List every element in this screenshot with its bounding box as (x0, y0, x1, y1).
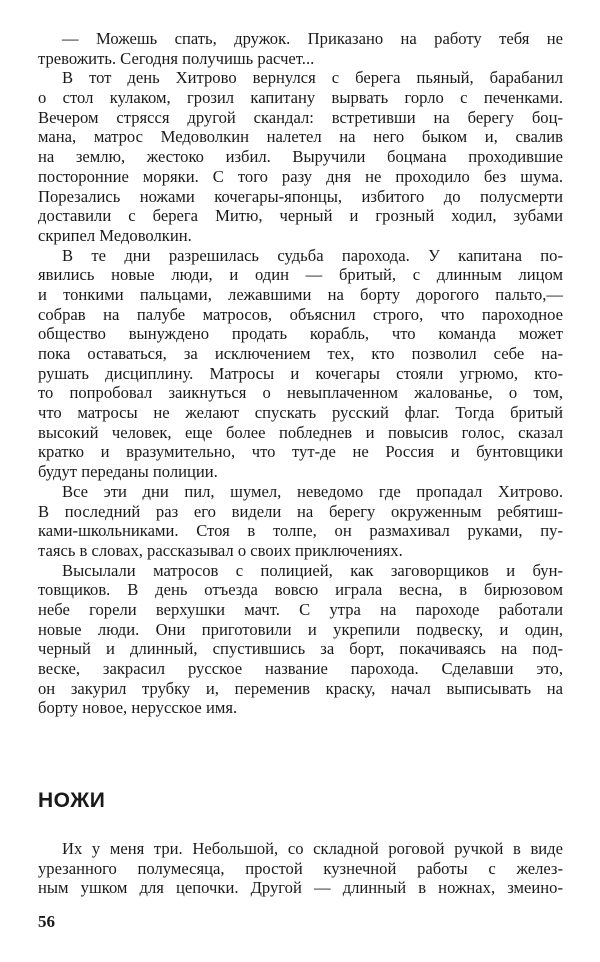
text-line: высокий человек, еще более побледнев и повысив голос, сказал (38, 422, 563, 442)
text-line: рушать дисциплину. Матросы и кочегары стояли угрюмо, кто- (38, 363, 563, 383)
page-number: 56 (38, 912, 55, 931)
text-line: Вечером стрясся другой скандал: встретивши на берегу боц- (38, 107, 563, 127)
section-text (38, 839, 563, 898)
text-line: на землю, жестоко избил. Выручили боцмана проходившие (38, 147, 563, 167)
text-line: новые люди. Они приготовили и укрепили подвеску, и один, (38, 619, 563, 639)
text-line: Порезались ножами кочегары-японцы, избитого до полусмерти (38, 186, 563, 206)
text-line: мана, матрос Медоволкин налетел на него быком и, свалив (38, 127, 563, 147)
text-line: посторонние моряки. С того разу дня не проходило без шума. (38, 166, 563, 186)
text-line: скрипел Медоволкин. (38, 225, 192, 245)
text-line: Их у меня три. Небольшой, со складной роговой ручкой в виде (62, 839, 563, 858)
text-line: товщиков. В день отъезда вовсю играла весна, в бирюзовом (38, 580, 563, 600)
text-line: собрав на палубе матросов, объяснил строго, что пароходное (38, 304, 563, 324)
text-line: В те дни разрешилась судьба парохода. У капитана по- (62, 245, 563, 265)
text-line: небе горели верхушки мачт. С утра на пароходе работали (38, 599, 563, 619)
text-line: Высылали матросов с полицией, как заговорщиков и бун- (62, 560, 563, 580)
text-line: Все эти дни пил, шумел, неведомо где пропадал Хитрово. (62, 481, 563, 501)
text-line: тревожить. Сегодня получишь расчет... (38, 48, 315, 68)
text-line: — Можешь спать, дружок. Приказано на работу тебя не (62, 29, 563, 48)
text-line: что матросы не желают спускать русский флаг. Тогда бритый (38, 403, 563, 423)
text-line: общество вынуждено продать корабль, что команда может (38, 324, 563, 344)
section-heading: НОЖИ (38, 789, 106, 812)
text-line: будут переданы полиции. (38, 462, 218, 482)
text-line: кратко и вразумительно, что тут-де не Россия и бунтовщики (38, 442, 563, 462)
text-line: веске, закрасил русское название парохода. Сделавши это, (38, 659, 563, 678)
text-line: о стол кулаком, грозил капитану вырвать горло с печенками. (38, 88, 563, 108)
text-line: урезанного полумесяца, простой кузнечной работы с желез- (38, 858, 563, 878)
text-line: пока оставаться, за исключением тех, кто позволил себе на- (38, 344, 563, 363)
text-line: В последний раз его видели на берегу окруженным ребятиш- (38, 501, 563, 521)
text-line: черный и длинный, спустившись за борт, покачиваясь на под- (38, 639, 563, 659)
text-line: и тонкими пальцами, лежавшими на борту дорогого пальто,— (38, 284, 563, 304)
text-line: доставили с берега Митю, черный и грозный ходил, зубами (38, 206, 563, 226)
text-line: таясь в словах, рассказывал о своих приключениях. (38, 540, 403, 560)
text-line: то попробовал заикнуться о невыплаченном жалованье, о том, (38, 383, 563, 403)
text-line: ками-школьниками. Стоя в толпе, он размахивал руками, пу- (38, 521, 563, 541)
main-text (38, 29, 563, 718)
text-line: он закурил трубку и, переменив краску, начал выписывать на (38, 678, 563, 698)
text-line: борту новое, нерусское имя. (38, 698, 238, 718)
text-line: В тот день Хитрово вернулся с берега пьяный, барабанил (62, 68, 563, 88)
text-line: явились новые люди, и один — бритый, с длинным лицом (38, 265, 563, 285)
text-line: ным ушком для цепочки. Другой — длинный в ножнах, змеино- (38, 878, 563, 898)
